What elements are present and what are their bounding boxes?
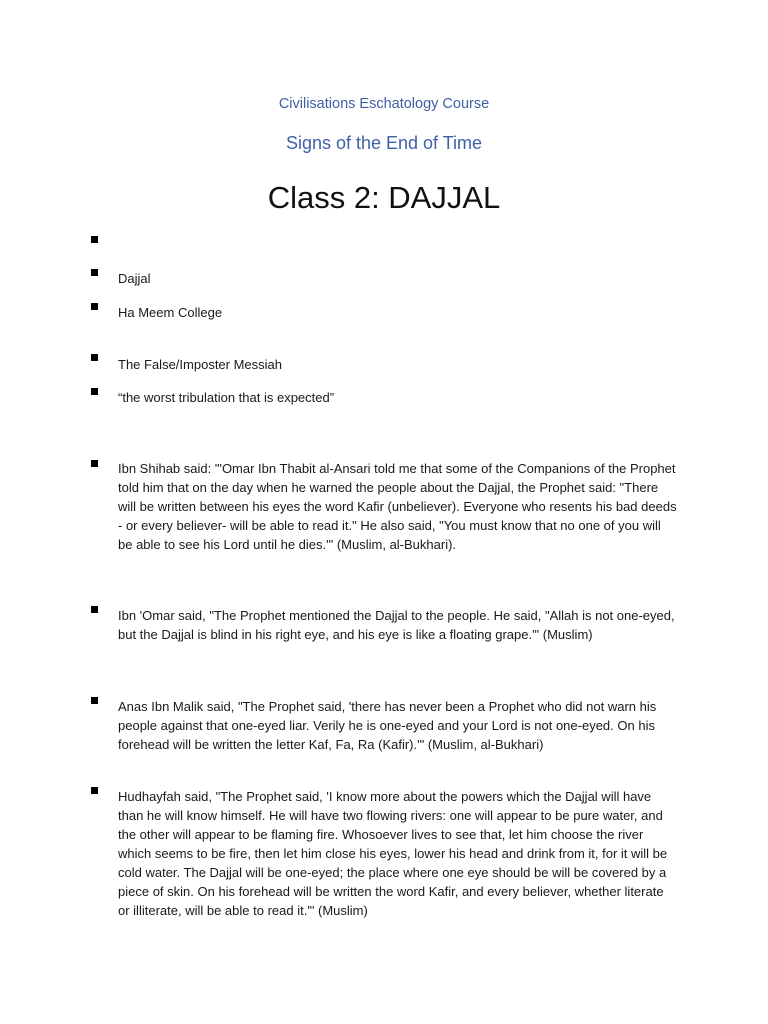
bullet-marker — [91, 388, 98, 395]
bullet-marker — [91, 697, 98, 704]
course-name: Civilisations Eschatology Course — [278, 96, 490, 112]
document-subtitle: Signs of the End of Time — [285, 133, 483, 153]
hadith-paragraph: Hudhayfah said, "The Prophet said, 'I know more about the powers which the Dajjal will have than he will know himself. He will have two flowing rivers: one will appear to be pure water, and the other will appear to be flaming fire. Whosoever lives to see that, let him choose the river which seems to be fire, then let him close his eyes, lower his head and drink from it, for it will be cold water. The Dajjal will be one-eyed; the place where one eye should be will be covered by a piece of skin. On his forehead will be written the word Kafir, and every believer, whether literate or illiterate, will be able to read it.'" (Muslim) — [118, 789, 668, 918]
bullet-marker — [91, 354, 98, 361]
bullet-marker — [91, 460, 98, 467]
list-item: “the worst tribulation that is expected” — [118, 390, 335, 405]
hadith-paragraph: Anas Ibn Malik said, "The Prophet said, 'there has never been a Prophet who did not warn his people against that one-eyed liar. Verily he is one-eyed and your Lord is not one-eyed. On his forehead will be written the letter Kaf, Fa, Ra (Kafir).'" (Muslim, al-Bukhari) — [118, 699, 657, 752]
list-item: Ha Meem College — [118, 305, 223, 320]
bullet-marker — [91, 236, 98, 243]
bullet-marker — [91, 269, 98, 276]
hadith-paragraph: Ibn 'Omar said, "The Prophet mentioned the Dajjal to the people. He said, "Allah is not one-eyed, but the Dajjal is blind in his right eye, and his eye is like a floating grape.'" (Muslim) — [118, 608, 675, 642]
list-item: The False/Imposter Messiah — [118, 357, 283, 372]
bullet-marker — [91, 606, 98, 613]
hadith-paragraph: Ibn Shihab said: "'Omar Ibn Thabit al-Ansari told me that some of the Companions of the Prophet told him that on the day when he warned the people about the Dajjal, the Prophet said: "There will be written between his eyes the word Kafir (unbeliever). Everyone who resents his bad deeds - or every believer- will be able to read it." He also said, "You must know that no one of you will be able to see his Lord until he dies.'" (Muslim, al-Bukhari). — [118, 461, 677, 552]
bullet-marker — [91, 303, 98, 310]
page-title: Class 2: DAJJAL — [267, 180, 501, 215]
bullet-marker — [91, 787, 98, 794]
list-item: Dajjal — [118, 271, 151, 286]
